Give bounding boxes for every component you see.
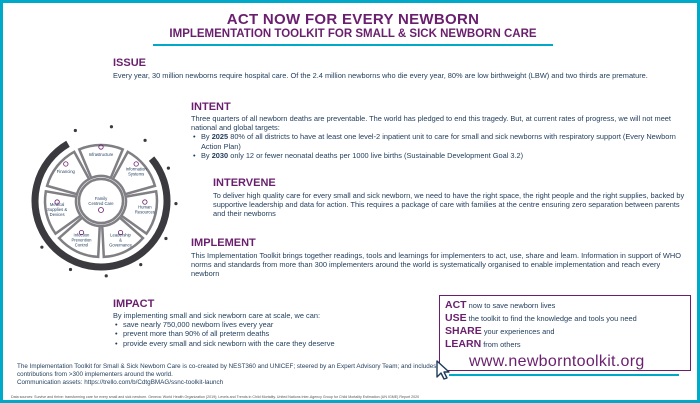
intent-bullet-year: 2025 [211, 132, 229, 142]
issue-text: Every year, 30 million newborns require hospital care. Of the 2.4 million newborns who die every year, 80% are low birthweight (LBW) and two thirds are premature. [113, 71, 648, 80]
implement-heading: IMPLEMENT [191, 237, 256, 249]
url-underline [449, 374, 679, 376]
page-title: ACT NOW FOR EVERY NEWBORN [226, 11, 480, 28]
ring-dot [74, 129, 77, 132]
ring-dot [110, 125, 113, 128]
intervene-heading: INTERVENE [213, 177, 276, 189]
action-act [445, 299, 685, 312]
intent-bullet-2030 [191, 151, 685, 160]
wheel-segment-label: Human Resources [134, 204, 155, 215]
title-divider [153, 44, 553, 46]
action-text: the toolkit to find the knowledge and tools you need [468, 314, 637, 323]
action-text: now to save newborn lives [468, 301, 556, 310]
issue-heading: ISSUE [113, 57, 147, 69]
intent-section [191, 114, 685, 160]
toolkit-url-link[interactable]: www.newborntoolkit.org [469, 353, 645, 370]
impact-bullet: • save nearly 750,000 newborn lives every year [113, 320, 433, 329]
footer-credits [17, 363, 437, 387]
impact-bullet: • prevent more than 90% of all preterm deaths [113, 329, 433, 338]
intent-bullet-text: 80% of all districts to have at least one level-2 inpatient unit to care for small and sick newborns with respiratory support (Every Newborn Action Plan) [201, 132, 676, 151]
ring-dot [40, 246, 43, 249]
intent-bullet-prefix: By [201, 150, 210, 160]
intent-bullet-prefix: By [201, 132, 210, 142]
health-system-wheel-diagram [21, 111, 191, 291]
ring-dot [143, 139, 146, 142]
intent-bullet-text: only 12 or fewer neonatal deaths per 1000 live births (Sustainable Development Goal 3.2) [230, 150, 524, 160]
action-learn [445, 338, 685, 351]
wheel-segment-label: Medical Supplies & Devices [47, 202, 68, 218]
intent-heading: INTENT [191, 101, 231, 113]
action-key: SHARE [445, 325, 482, 337]
impact-heading: IMPACT [113, 298, 155, 310]
action-key: LEARN [445, 338, 482, 350]
implement-text: This Implementation Toolkit brings together readings, tools and learnings for implementers to act, use, share and learn. Information in support of WHO norms and standards from more than 300 implementers around the world is systematically organised to enable implementation and reach every newborn [191, 251, 681, 279]
intent-bullet-2025 [191, 132, 685, 150]
data-sources-note: Data sources: Survive and thrive: transforming care for every small and sick newborn. Geneva: World Health Organization (2019); Levels and Trends in Child Mortality. United Nations Inter-Agency Group for Child Mortality Estimation (UN IGME) Report 2020 [11, 395, 420, 399]
communication-assets-link[interactable]: Communication assets: https://trello.com/b/CdtgBMAG/ssnc-toolkit-launch [17, 379, 224, 386]
wheel-segment-label: Infection Prevention Control [71, 232, 92, 248]
ring-dot [69, 268, 72, 271]
wheel-segment-label: Financing [56, 168, 75, 174]
wheel-segment-label: Leadership & Governance [109, 232, 132, 248]
action-key: USE [445, 312, 467, 324]
impact-text: By implementing small and sick newborn care at scale, we can: [113, 311, 321, 320]
action-share [445, 325, 685, 338]
action-text: your experiences and [483, 327, 555, 336]
ring-dot [174, 202, 177, 205]
wheel-segment-label: Information Systems [125, 166, 147, 177]
action-text: from others [483, 340, 521, 349]
impact-bullet: • provide every small and sick newborn with the care they deserve [113, 339, 433, 348]
impact-section [113, 311, 433, 348]
footer-credit-text: The Implementation Toolkit for Small & Sick Newborn Care is co-created by NEST360 and UNICEF; steered by an Expert Advisory Team; and includes contributions from >300 implementers around the world. [17, 363, 437, 378]
intervene-text: To deliver high quality care for every small and sick newborn, we need to have the right space, the right people and the right supplies, backed by supportive leadership and data for action. This requires a package of care with families at the centre ensuring zero separation between parents and their newborns [213, 191, 685, 219]
wheel-center-label: Family Centred Care [88, 196, 114, 206]
ring-dot [167, 167, 170, 170]
ring-dot [139, 263, 142, 266]
action-key: ACT [445, 299, 467, 311]
ring-dot [105, 274, 108, 277]
page-subtitle: IMPLEMENTATION TOOLKIT FOR SMALL & SICK NEWBORN CARE [169, 28, 537, 40]
intent-text: Three quarters of all newborn deaths are preventable. The world has pledged to end this tragedy. But, at current rates of progress, we will not meet national and global targets: [191, 114, 671, 133]
wheel-segment-label: Infrastructure [88, 152, 114, 157]
action-use [445, 312, 685, 325]
intent-bullet-year: 2030 [211, 150, 229, 160]
ring-dot [164, 237, 167, 240]
